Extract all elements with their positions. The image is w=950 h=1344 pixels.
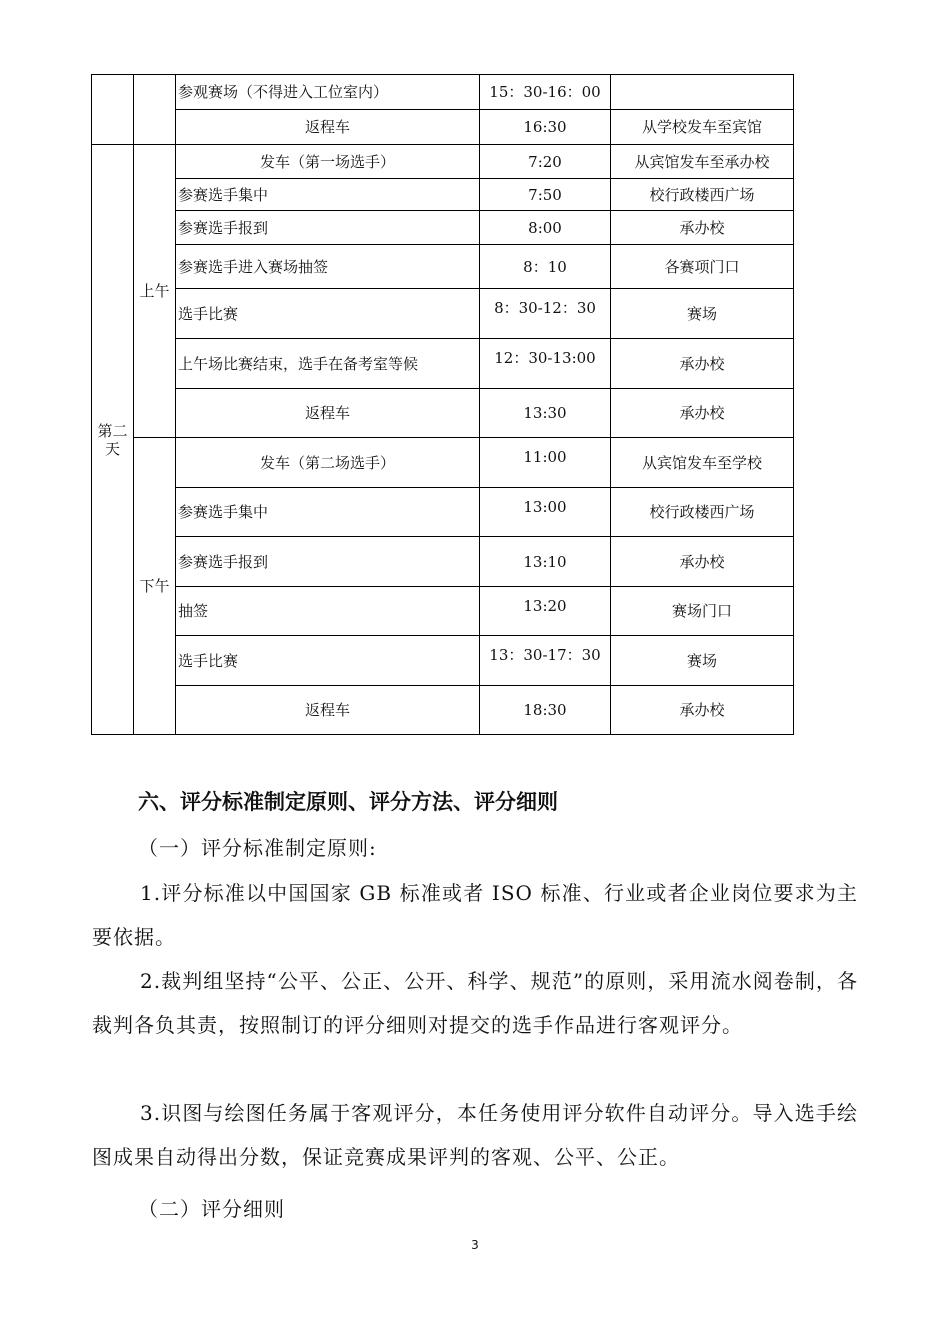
time-cell: 13:10 (480, 537, 611, 587)
place-cell: 校行政楼西广场 (611, 488, 794, 537)
time-cell: 8:00 (480, 211, 611, 245)
subsection-title: （一）评分标准制定原则: (138, 836, 377, 860)
day1-cell (92, 75, 134, 145)
place-cell: 承办校 (611, 686, 794, 735)
time-cell: 13:30 (480, 389, 611, 438)
time-cell: 13:00 (480, 488, 611, 537)
paragraph: 2.裁判组坚持“公平、公正、公开、科学、规范”的原则，采用流水阅卷制，各裁判各负其责，按照制订的评分细则对提交的选手作品进行客观评分。 (92, 969, 858, 1037)
place-cell: 校行政楼西广场 (611, 179, 794, 211)
item-cell: 发车（第二场选手） (176, 438, 480, 488)
item-cell: 抽签 (176, 587, 480, 636)
time-cell: 8：10 (480, 245, 611, 289)
time-cell: 13:20 (480, 587, 611, 636)
place-cell: 赛场门口 (611, 587, 794, 636)
place-cell: 赛场 (611, 636, 794, 686)
schedule-table (91, 74, 794, 735)
table-row (92, 537, 794, 587)
place-cell: 从学校发车至宾馆 (611, 110, 794, 145)
place-cell: 承办校 (611, 339, 794, 389)
item-cell: 返程车 (176, 389, 480, 438)
place-cell: 从宾馆发车至承办校 (611, 145, 794, 179)
item-cell: 参赛选手进入赛场抽签 (176, 245, 480, 289)
time-cell: 15：30-16：00 (480, 75, 611, 110)
table-row (92, 145, 794, 179)
table-row (92, 289, 794, 339)
place-cell: 从宾馆发车至学校 (611, 438, 794, 488)
place-cell: 承办校 (611, 537, 794, 587)
table-row (92, 179, 794, 211)
paragraph: 3.识图与绘图任务属于客观评分，本任务使用评分软件自动评分。导入选手绘图成果自动得出分数，保证竞赛成果评判的客观、公平、公正。 (92, 1101, 858, 1169)
subsection-title: （二）评分细则 (138, 1197, 285, 1221)
table-row (92, 245, 794, 289)
day-label (92, 145, 134, 735)
item-cell: 选手比赛 (176, 289, 480, 339)
time-cell: 7:20 (480, 145, 611, 179)
time-cell: 12：30-13:00 (480, 339, 611, 389)
table-row (92, 438, 794, 488)
item-cell: 选手比赛 (176, 636, 480, 686)
table-row (92, 389, 794, 438)
item-cell: 参赛选手报到 (176, 211, 480, 245)
table-row (92, 110, 794, 145)
page-number: 3 (471, 1238, 479, 1252)
item-cell: 返程车 (176, 686, 480, 735)
place-cell: 承办校 (611, 389, 794, 438)
day-label-text: 第二 天 (97, 421, 128, 458)
place-cell (611, 75, 794, 110)
morning-label: 上午 (134, 145, 176, 438)
table-row (92, 211, 794, 245)
place-cell: 各赛项门口 (611, 245, 794, 289)
period-cell (134, 75, 176, 145)
time-cell: 18:30 (480, 686, 611, 735)
item-cell: 参赛选手集中 (176, 179, 480, 211)
place-cell: 承办校 (611, 211, 794, 245)
item-cell: 参赛选手报到 (176, 537, 480, 587)
item-cell: 返程车 (176, 110, 480, 145)
place-cell: 赛场 (611, 289, 794, 339)
time-cell: 13：30-17：30 (480, 636, 611, 686)
table-row (92, 75, 794, 110)
item-cell: 上午场比赛结束，选手在备考室等候 (176, 339, 480, 389)
table-row (92, 339, 794, 389)
item-cell: 发车（第一场选手） (176, 145, 480, 179)
time-cell: 7:50 (480, 179, 611, 211)
item-cell: 参观赛场（不得进入工位室内） (176, 75, 480, 110)
table-row (92, 636, 794, 686)
section-heading: 六、评分标准制定原则、评分方法、评分细则 (138, 790, 558, 814)
time-cell: 8：30-12：30 (480, 289, 611, 339)
table-row (92, 686, 794, 735)
item-cell: 参赛选手集中 (176, 488, 480, 537)
table-row (92, 587, 794, 636)
afternoon-label: 下午 (134, 438, 176, 735)
time-cell: 11:00 (480, 438, 611, 488)
time-cell: 16:30 (480, 110, 611, 145)
paragraph: 1.评分标准以中国国家 GB 标准或者 ISO 标准、行业或者企业岗位要求为主要依据。 (92, 881, 858, 949)
table-row (92, 488, 794, 537)
